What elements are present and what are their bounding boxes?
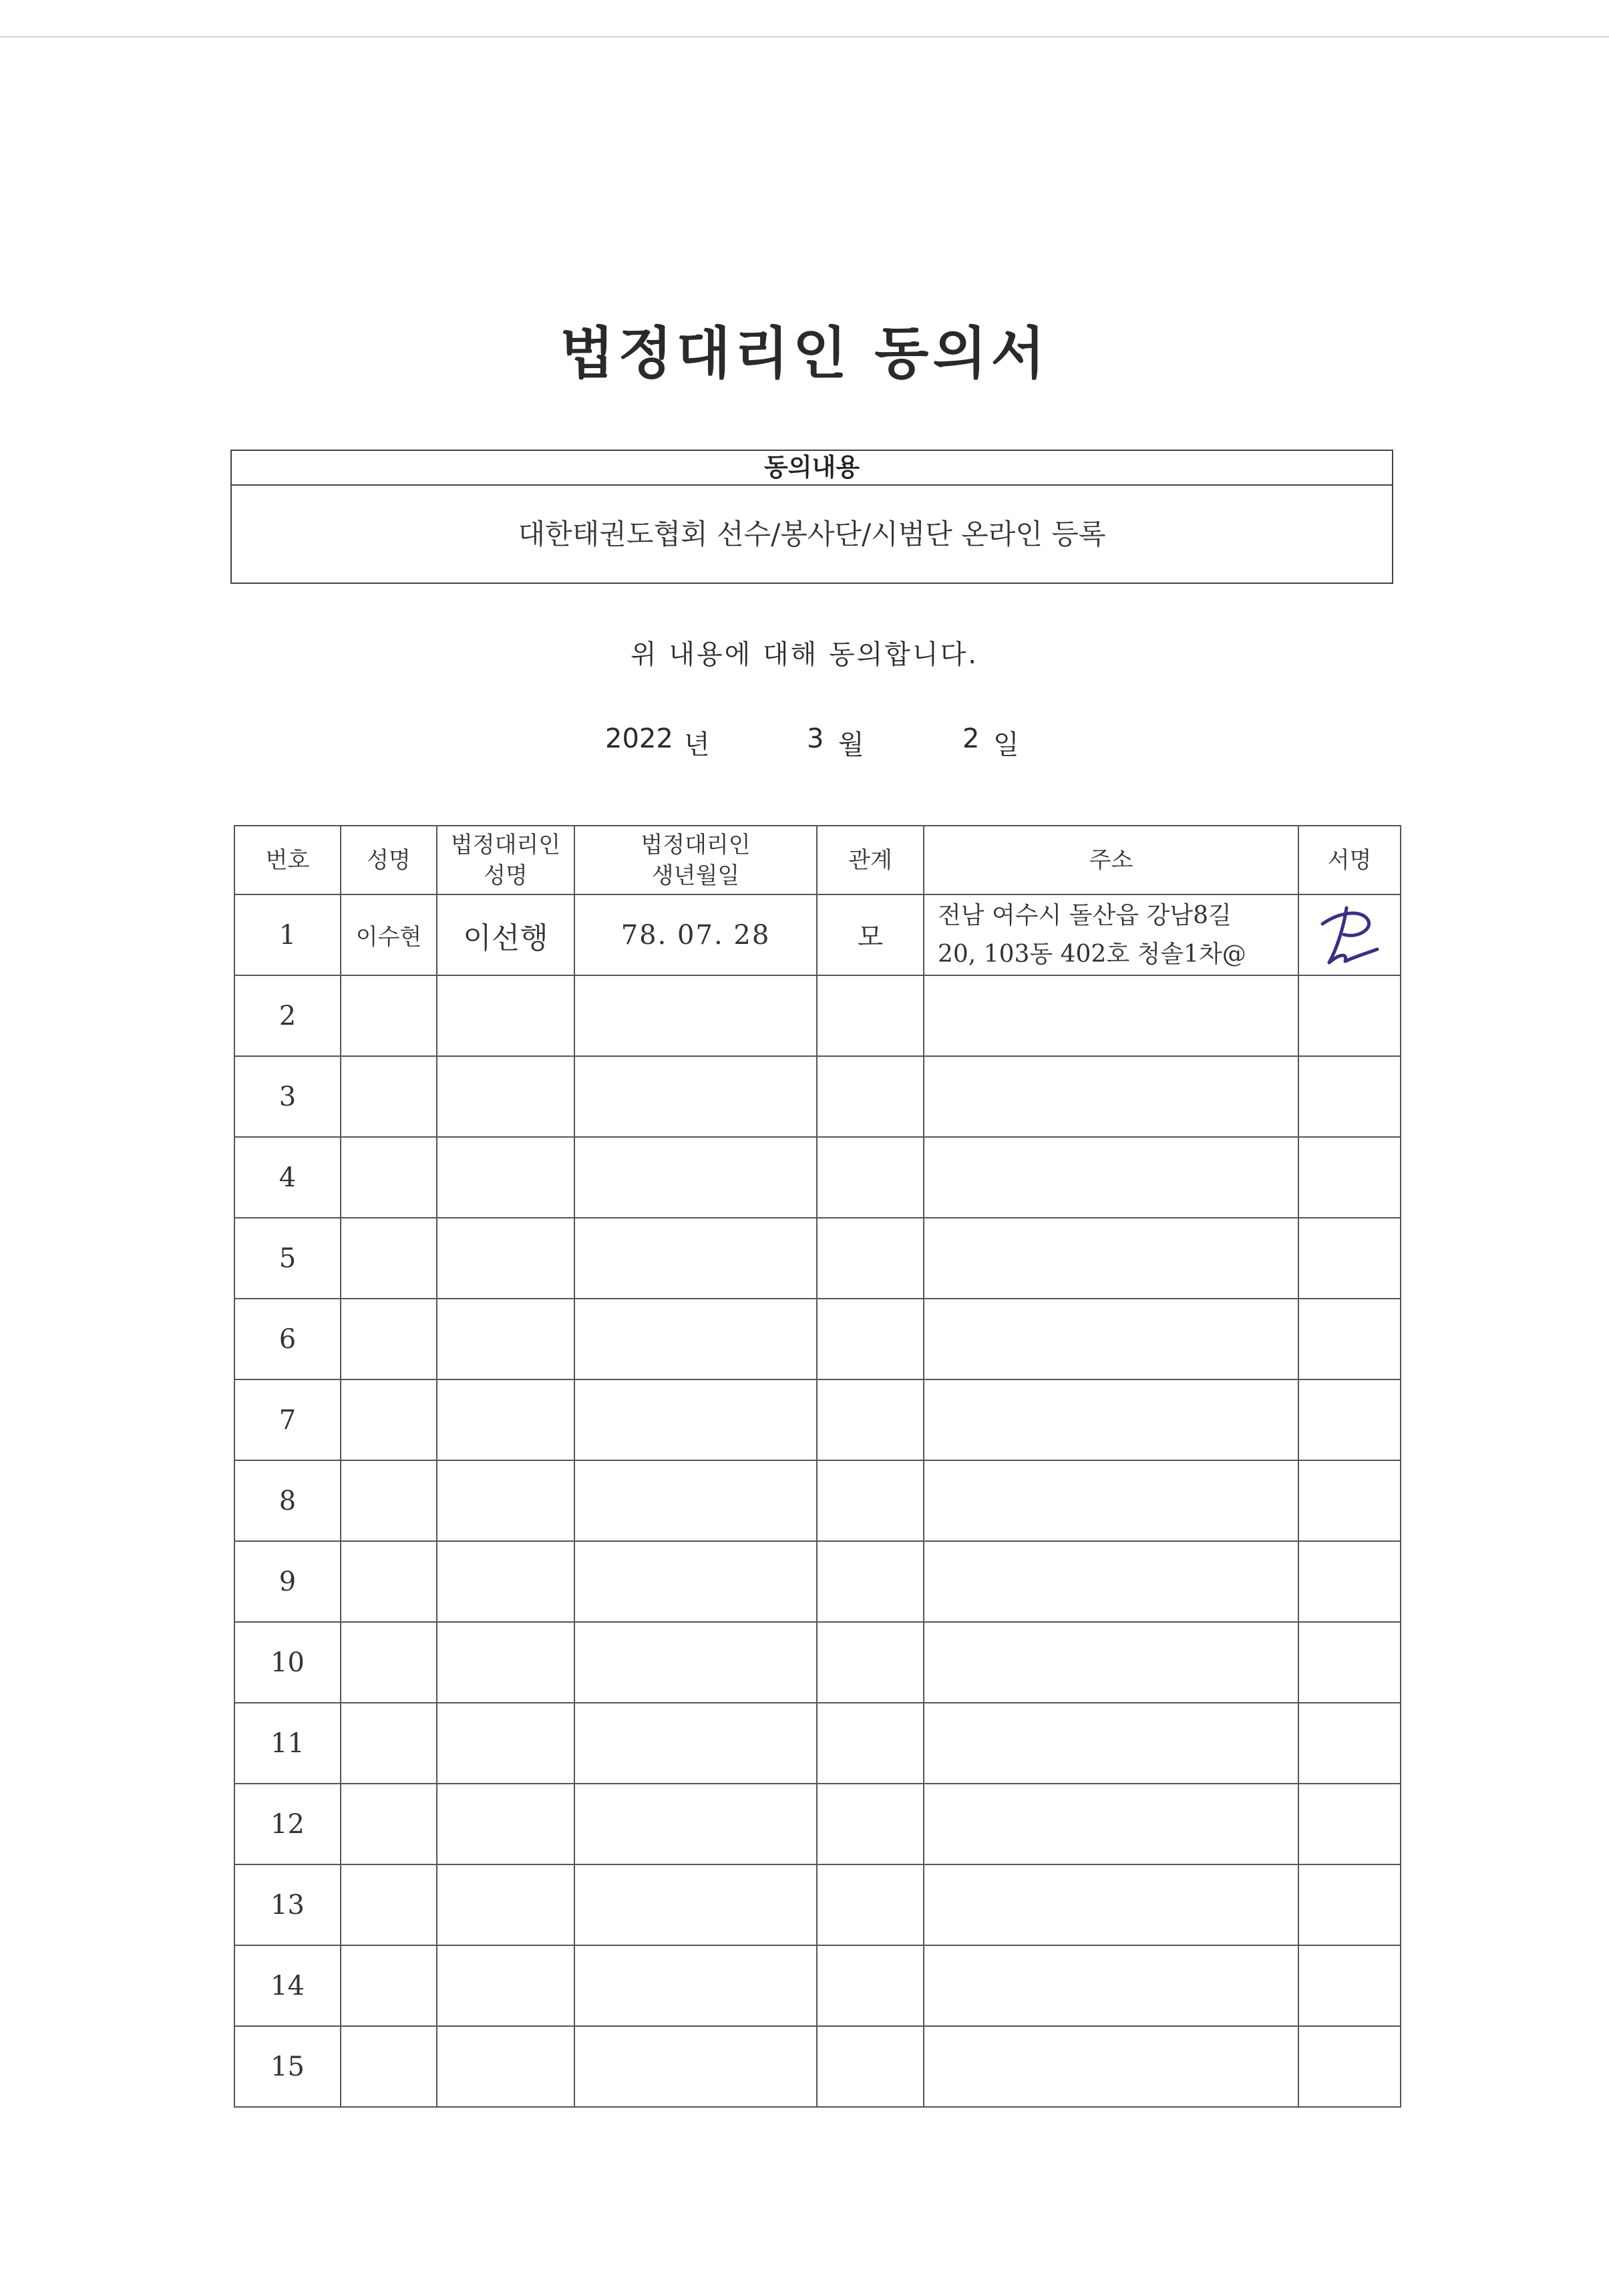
cell-address-line1: 전남 여수시 돌산읍 강남8길 (938, 901, 1232, 929)
cell-address (924, 1864, 1298, 1945)
cell-signature (1298, 894, 1401, 975)
handwritten-signature-icon (1313, 900, 1387, 970)
registration-table (234, 825, 1401, 2108)
header-guardian-birth-line1: 법정대리인 (641, 831, 751, 858)
cell-signature (1298, 975, 1401, 1056)
cell-number: 14 (234, 1945, 341, 2026)
cell-guardian-name (437, 1784, 574, 1864)
cell-guardian-birth (574, 1703, 817, 1784)
cell-number: 12 (234, 1784, 341, 1864)
cell-guardian-name (437, 1379, 574, 1460)
cell-guardian-name (437, 1056, 574, 1137)
cell-student-name (341, 1945, 437, 2026)
cell-guardian-name (437, 1703, 574, 1784)
cell-relation (817, 1379, 924, 1460)
table-row (234, 1299, 1401, 1379)
table-row (234, 1460, 1401, 1541)
scan-edge-line (0, 36, 1609, 37)
cell-guardian-birth (574, 1622, 817, 1703)
cell-guardian-birth (574, 1784, 817, 1864)
cell-signature (1298, 1945, 1401, 2026)
cell-student-name (341, 975, 437, 1056)
cell-number: 3 (234, 1056, 341, 1137)
table-row (234, 1945, 1401, 2026)
cell-relation (817, 1864, 924, 1945)
document-title: 법정대리인 동의서 (560, 321, 1049, 386)
cell-relation (817, 1541, 924, 1622)
header-guardian-name-line2: 성명 (484, 862, 528, 889)
cell-number: 1 (234, 894, 341, 975)
cell-guardian-name (437, 1945, 574, 2026)
header-address: 주소 (924, 826, 1298, 894)
table-row (234, 2026, 1401, 2107)
cell-number: 10 (234, 1622, 341, 1703)
header-guardian-name-line1: 법정대리인 (450, 831, 561, 858)
header-relation: 관계 (817, 826, 924, 894)
cell-relation (817, 1784, 924, 1864)
cell-number: 5 (234, 1218, 341, 1299)
cell-student-name (341, 1460, 437, 1541)
cell-student-name (341, 1703, 437, 1784)
cell-guardian-name (437, 1137, 574, 1218)
cell-guardian-name (437, 975, 574, 1056)
cell-guardian-birth: 78. 07. 28 (574, 894, 817, 975)
cell-signature (1298, 1137, 1401, 1218)
date-month: 3 (807, 723, 824, 754)
table-header-row (234, 826, 1401, 894)
cell-signature (1298, 1056, 1401, 1137)
cell-relation: 모 (817, 894, 924, 975)
table-row (234, 1864, 1401, 1945)
cell-guardian-name (437, 1299, 574, 1379)
cell-relation (817, 1299, 924, 1379)
cell-student-name (341, 1137, 437, 1218)
cell-number: 9 (234, 1541, 341, 1622)
date-day: 2 (962, 723, 980, 754)
consent-header: 동의내용 (232, 451, 1392, 486)
cell-guardian-birth (574, 1379, 817, 1460)
cell-signature (1298, 1460, 1401, 1541)
cell-address (924, 1218, 1298, 1299)
header-guardian-birth-line2: 생년월일 (651, 862, 740, 889)
cell-student-name (341, 2026, 437, 2107)
cell-guardian-birth (574, 1864, 817, 1945)
cell-student-name: 이수현 (341, 894, 437, 975)
cell-guardian-birth (574, 1945, 817, 2026)
cell-guardian-name (437, 1218, 574, 1299)
cell-address-line2: 20, 103동 402호 청솔1차@ (938, 940, 1246, 968)
cell-student-name (341, 1622, 437, 1703)
cell-number: 4 (234, 1137, 341, 1218)
cell-address (924, 1945, 1298, 2026)
cell-guardian-name (437, 1864, 574, 1945)
table-row (234, 1218, 1401, 1299)
cell-signature (1298, 1379, 1401, 1460)
cell-signature (1298, 1299, 1401, 1379)
date-year-unit: 년 (684, 729, 710, 760)
cell-guardian-name: 이선행 (437, 894, 574, 975)
cell-student-name (341, 1379, 437, 1460)
cell-address (924, 975, 1298, 1056)
cell-address (924, 894, 1298, 975)
table-row (234, 1541, 1401, 1622)
table-row (234, 1703, 1401, 1784)
cell-guardian-name (437, 1622, 574, 1703)
table-body (234, 894, 1401, 2107)
cell-guardian-birth (574, 1218, 817, 1299)
cell-signature (1298, 1864, 1401, 1945)
cell-signature (1298, 1218, 1401, 1299)
cell-student-name (341, 1218, 437, 1299)
cell-address (924, 1137, 1298, 1218)
cell-relation (817, 1622, 924, 1703)
cell-guardian-birth (574, 1299, 817, 1379)
cell-relation (817, 2026, 924, 2107)
cell-relation (817, 1056, 924, 1137)
table-row (234, 1622, 1401, 1703)
cell-address (924, 1784, 1298, 1864)
cell-guardian-birth (574, 975, 817, 1056)
cell-number: 8 (234, 1460, 341, 1541)
cell-relation (817, 1218, 924, 1299)
cell-guardian-birth (574, 1460, 817, 1541)
header-guardian-name (437, 826, 574, 894)
table-row (234, 894, 1401, 975)
cell-address (924, 1703, 1298, 1784)
table-row (234, 1784, 1401, 1864)
header-name: 성명 (341, 826, 437, 894)
cell-guardian-name (437, 2026, 574, 2107)
cell-guardian-birth (574, 1541, 817, 1622)
table-row (234, 1137, 1401, 1218)
cell-guardian-birth (574, 1137, 817, 1218)
header-signature: 서명 (1298, 826, 1401, 894)
cell-address (924, 1056, 1298, 1137)
cell-guardian-birth (574, 1056, 817, 1137)
cell-address (924, 1541, 1298, 1622)
cell-signature (1298, 1541, 1401, 1622)
date-day-unit: 일 (993, 729, 1019, 760)
cell-relation (817, 1460, 924, 1541)
table-row (234, 1379, 1401, 1460)
cell-student-name (341, 1784, 437, 1864)
cell-number: 15 (234, 2026, 341, 2107)
cell-guardian-birth (574, 2026, 817, 2107)
cell-relation (817, 1703, 924, 1784)
cell-signature (1298, 1703, 1401, 1784)
date-year: 2022 (605, 723, 673, 754)
cell-relation (817, 1137, 924, 1218)
signature-stroke (1322, 908, 1377, 963)
consent-box (230, 450, 1393, 584)
date-month-unit: 월 (838, 729, 864, 760)
table-row (234, 1056, 1401, 1137)
cell-number: 11 (234, 1703, 341, 1784)
cell-student-name (341, 1541, 437, 1622)
cell-student-name (341, 1056, 437, 1137)
cell-signature (1298, 2026, 1401, 2107)
cell-number: 13 (234, 1864, 341, 1945)
cell-number: 6 (234, 1299, 341, 1379)
cell-address (924, 1460, 1298, 1541)
header-number: 번호 (234, 826, 341, 894)
cell-number: 7 (234, 1379, 341, 1460)
consent-content: 대한태권도협회 선수/봉사단/시범단 온라인 등록 (518, 518, 1106, 550)
cell-address (924, 1622, 1298, 1703)
cell-number: 2 (234, 975, 341, 1056)
header-guardian-birth (574, 826, 817, 894)
cell-address (924, 2026, 1298, 2107)
cell-student-name (341, 1864, 437, 1945)
cell-guardian-name (437, 1460, 574, 1541)
cell-relation (817, 1945, 924, 2026)
cell-address (924, 1379, 1298, 1460)
cell-signature (1298, 1622, 1401, 1703)
cell-signature (1298, 1784, 1401, 1864)
cell-relation (817, 975, 924, 1056)
cell-address (924, 1299, 1298, 1379)
cell-guardian-name (437, 1541, 574, 1622)
table-row (234, 975, 1401, 1056)
agreement-statement: 위 내용에 대해 동의합니다. (631, 639, 978, 670)
cell-student-name (341, 1299, 437, 1379)
